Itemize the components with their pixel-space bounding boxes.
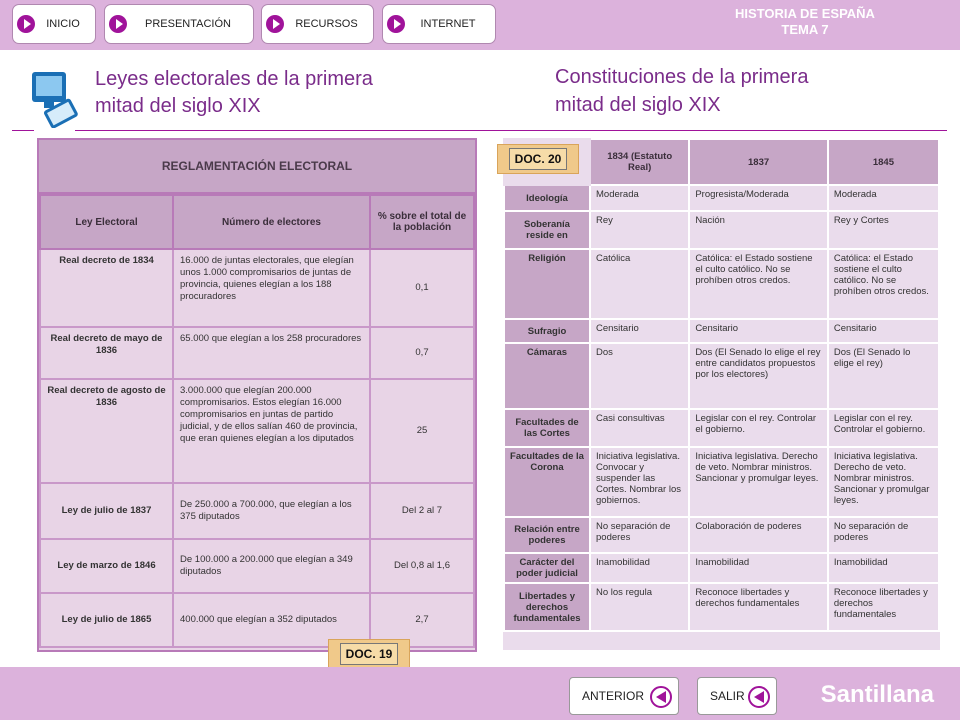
table-cell: Moderada bbox=[828, 185, 939, 211]
table-row bbox=[40, 379, 474, 483]
nav-label: INICIO bbox=[46, 18, 80, 30]
exit-label: SALIR bbox=[710, 689, 745, 703]
row-header: Religión bbox=[504, 249, 590, 319]
bottom-bar bbox=[0, 667, 960, 720]
computer-icon bbox=[28, 70, 80, 128]
play-arrow-icon bbox=[387, 15, 405, 33]
table-cell: Dos (El Senado lo elige el rey) bbox=[828, 343, 939, 409]
table-row bbox=[504, 553, 939, 583]
course-title: HISTORIA DE ESPAÑA bbox=[735, 6, 875, 21]
table-cell: Rey y Cortes bbox=[828, 211, 939, 249]
table-row bbox=[40, 249, 474, 327]
table-cell: Dos (El Senado lo elige el rey entre candidatos propuestos por los electores) bbox=[689, 343, 828, 409]
percent-cell: 0,1 bbox=[370, 249, 474, 327]
column-header: Número de electores bbox=[173, 195, 370, 249]
back-arrow-icon bbox=[748, 686, 770, 708]
law-cell: Real decreto de mayo de 1836 bbox=[40, 327, 173, 379]
row-header: Soberanía reside en bbox=[504, 211, 590, 249]
electoral-table bbox=[39, 194, 475, 648]
table-cell: Censitario bbox=[590, 319, 689, 343]
column-header: 1837 bbox=[689, 139, 828, 185]
table-cell: Casi consultivas bbox=[590, 409, 689, 447]
electors-cell: De 100.000 a 200.000 que elegían a 349 diputados bbox=[173, 539, 370, 593]
table-row bbox=[504, 211, 939, 249]
table-title: REGLAMENTACIÓN ELECTORAL bbox=[39, 140, 475, 194]
table-cell: Católica bbox=[590, 249, 689, 319]
doc-20-label: DOC. 20 bbox=[509, 148, 568, 170]
table-cell: Inamobilidad bbox=[689, 553, 828, 583]
table-cell: Católica: el Estado sostiene el culto católico. No se prohíben otros credos. bbox=[689, 249, 828, 319]
row-header: Facultades de la Corona bbox=[504, 447, 590, 517]
percent-cell: Del 0,8 al 1,6 bbox=[370, 539, 474, 593]
electoral-regulation-table bbox=[37, 138, 477, 652]
table-row bbox=[504, 409, 939, 447]
table-cell: Censitario bbox=[689, 319, 828, 343]
table-row bbox=[504, 343, 939, 409]
electors-cell: 16.000 de juntas electorales, que elegían unos 1.000 compromisarios de juntas de provincia, quienes elegían a los 188 procuradores bbox=[173, 249, 370, 327]
play-arrow-icon bbox=[109, 15, 127, 33]
constitutions-grid bbox=[503, 138, 940, 632]
previous-label: ANTERIOR bbox=[582, 689, 645, 703]
table-cell: No separación de poderes bbox=[590, 517, 689, 553]
table-cell: Moderada bbox=[590, 185, 689, 211]
table-row bbox=[504, 447, 939, 517]
left-title-line-2: mitad del siglo XIX bbox=[95, 95, 261, 117]
row-header: Cámaras bbox=[504, 343, 590, 409]
table-cell: Iniciativa legislativa. Derecho de veto. Nombrar ministros. Sancionar y promulgar leyes. bbox=[828, 447, 939, 517]
table-cell: Dos bbox=[590, 343, 689, 409]
nav-presentacion-button[interactable] bbox=[104, 4, 254, 44]
table-cell: Inamobilidad bbox=[590, 553, 689, 583]
doc-19-badge bbox=[328, 639, 410, 669]
table-cell: Iniciativa legislativa. Derecho de veto. Nombrar ministros. Sancionar y promulgar leyes. bbox=[689, 447, 828, 517]
publisher-logo: Santillana bbox=[820, 681, 934, 708]
previous-button[interactable] bbox=[569, 677, 679, 715]
nav-label: INTERNET bbox=[420, 18, 476, 30]
table-row bbox=[504, 319, 939, 343]
right-title-line-1: Constituciones de la primera bbox=[555, 66, 809, 88]
row-header: Sufragio bbox=[504, 319, 590, 343]
nav-label: RECURSOS bbox=[295, 18, 358, 30]
doc-19-label: DOC. 19 bbox=[340, 643, 399, 665]
table-row bbox=[40, 483, 474, 539]
law-cell: Real decreto de 1834 bbox=[40, 249, 173, 327]
table-cell: Nación bbox=[689, 211, 828, 249]
percent-cell: Del 2 al 7 bbox=[370, 483, 474, 539]
exit-button[interactable] bbox=[697, 677, 777, 715]
row-header: Libertades y derechos fundamentales bbox=[504, 583, 590, 631]
row-header: Relación entre poderes bbox=[504, 517, 590, 553]
nav-internet-button[interactable] bbox=[382, 4, 496, 44]
percent-cell: 25 bbox=[370, 379, 474, 483]
table-row bbox=[504, 583, 939, 631]
percent-cell: 0,7 bbox=[370, 327, 474, 379]
nav-recursos-button[interactable] bbox=[261, 4, 374, 44]
law-cell: Ley de julio de 1837 bbox=[40, 483, 173, 539]
table-row bbox=[40, 327, 474, 379]
table-row bbox=[40, 539, 474, 593]
course-header bbox=[650, 6, 960, 38]
electors-cell: 65.000 que elegían a los 258 procuradores bbox=[173, 327, 370, 379]
table-cell: Colaboración de poderes bbox=[689, 517, 828, 553]
table-row bbox=[504, 517, 939, 553]
table-cell: Reconoce libertades y derechos fundamentales bbox=[689, 583, 828, 631]
table-cell: Progresista/Moderada bbox=[689, 185, 828, 211]
nav-label: PRESENTACIÓN bbox=[145, 18, 231, 30]
constitutions-table bbox=[503, 138, 940, 650]
play-arrow-icon bbox=[266, 15, 284, 33]
table-cell: Legislar con el rey. Controlar el gobierno. bbox=[828, 409, 939, 447]
right-title-line-2: mitad del siglo XIX bbox=[555, 94, 721, 116]
left-title-line-1: Leyes electorales de la primera bbox=[95, 68, 373, 90]
divider bbox=[12, 130, 34, 131]
row-header: Carácter del poder judicial bbox=[504, 553, 590, 583]
doc-20-badge bbox=[497, 144, 579, 174]
divider bbox=[75, 130, 947, 131]
left-title bbox=[95, 66, 373, 120]
column-header: % sobre el total de la población bbox=[370, 195, 474, 249]
electors-cell: De 250.000 a 700.000, que elegían a los 375 diputados bbox=[173, 483, 370, 539]
table-cell: No separación de poderes bbox=[828, 517, 939, 553]
column-header: 1834 (Estatuto Real) bbox=[590, 139, 689, 185]
law-cell: Ley de marzo de 1846 bbox=[40, 539, 173, 593]
table-cell: Rey bbox=[590, 211, 689, 249]
law-cell: Real decreto de agosto de 1836 bbox=[40, 379, 173, 483]
table-cell: No los regula bbox=[590, 583, 689, 631]
row-header: Ideología bbox=[504, 185, 590, 211]
table-cell: Legislar con el rey. Controlar el gobierno. bbox=[689, 409, 828, 447]
table-row bbox=[504, 249, 939, 319]
row-header: Facultades de las Cortes bbox=[504, 409, 590, 447]
column-header: 1845 bbox=[828, 139, 939, 185]
electors-cell: 400.000 que elegían a 352 diputados bbox=[173, 593, 370, 647]
table-cell: Censitario bbox=[828, 319, 939, 343]
table-cell: Católica: el Estado sostiene el culto católico. No se prohíben otros credos. bbox=[828, 249, 939, 319]
table-row bbox=[504, 185, 939, 211]
table-cell: Inamobilidad bbox=[828, 553, 939, 583]
play-arrow-icon bbox=[17, 15, 35, 33]
electors-cell: 3.000.000 que elegían 200.000 compromisarios. Estos elegían 16.000 compromisarios en juntas de partido judicial, y de ellos salían 460 de provincia, que eran quienes elegían a los diputados bbox=[173, 379, 370, 483]
nav-inicio-button[interactable] bbox=[12, 4, 96, 44]
law-cell: Ley de julio de 1865 bbox=[40, 593, 173, 647]
column-header: Ley Electoral bbox=[40, 195, 173, 249]
table-cell: Reconoce libertades y derechos fundamentales bbox=[828, 583, 939, 631]
table-cell: Iniciativa legislativa. Convocar y suspender las Cortes. Nombrar los gobiernos. bbox=[590, 447, 689, 517]
course-unit: TEMA 7 bbox=[781, 22, 829, 37]
right-title bbox=[555, 63, 808, 119]
back-arrow-icon bbox=[650, 686, 672, 708]
percent-cell: 2,7 bbox=[370, 593, 474, 647]
